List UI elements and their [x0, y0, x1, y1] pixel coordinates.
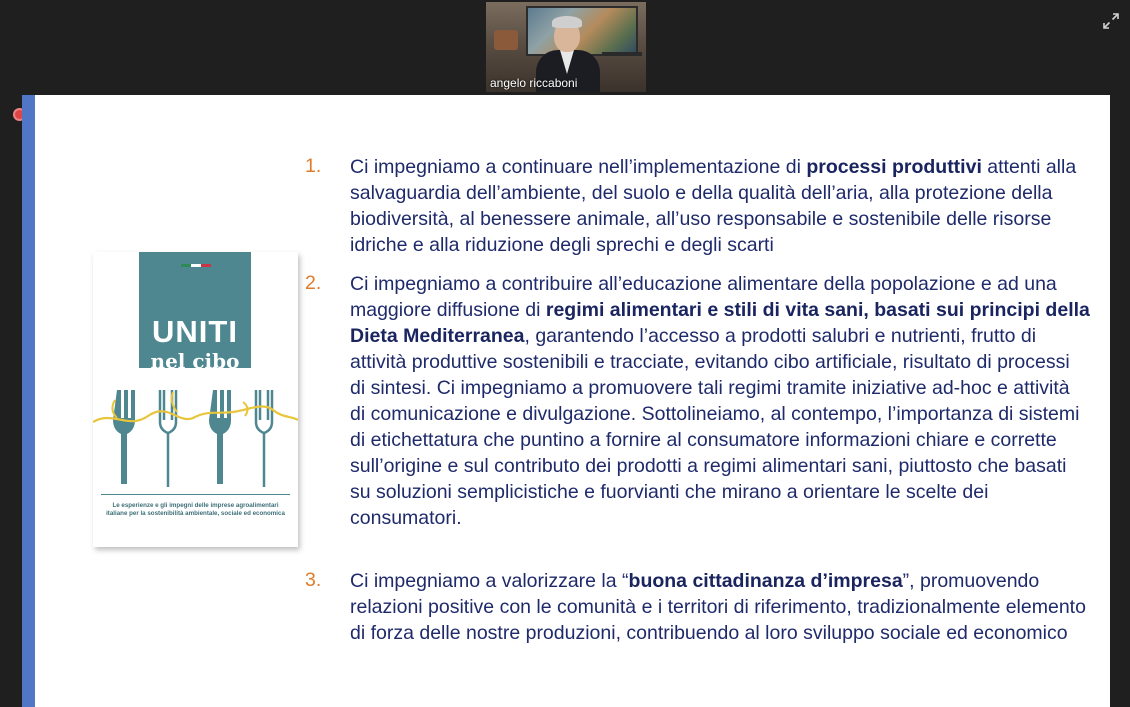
- book-cover-image: [93, 252, 298, 547]
- background-painting: [526, 6, 638, 56]
- item-1-bold-text: processi produttivi: [806, 156, 982, 178]
- book-description: Le esperienze e gli impegni delle imprese agroalimentari italiane per la sostenibilità ambientale, sociale ed economica: [106, 502, 285, 517]
- book-title: UNITI: [152, 314, 238, 349]
- participant-video-tile[interactable]: [486, 2, 646, 92]
- item-number-2: 2.: [305, 272, 322, 294]
- item-3-bold-text: buona cittadinanza d’impresa: [628, 570, 903, 592]
- item-number-3: 3.: [305, 569, 322, 591]
- shared-slide: [22, 95, 1110, 707]
- slide-side-bar: [22, 95, 35, 707]
- forks-illustration-icon: [93, 380, 298, 500]
- background-shelf: [602, 52, 642, 56]
- item-1-text-start: Ci impegniamo a continuare nell’implementazione di: [350, 156, 807, 178]
- commitment-item-1: [350, 154, 1090, 258]
- participant-hair: [552, 16, 582, 28]
- expand-icon[interactable]: [1102, 12, 1120, 30]
- background-shelf-items: [494, 30, 518, 50]
- book-cover-header: [139, 252, 251, 368]
- commitment-item-2: [350, 271, 1090, 531]
- item-3-text-start: Ci impegniamo a valorizzare la “: [350, 570, 629, 592]
- item-number-1: 1.: [305, 155, 322, 177]
- item-3-text-end: ”, promuovendo relazioni positive con le comunità e i territori di riferimento, tradizionalmente elemento di forza delle nostre produzioni, contribuendo al loro sviluppo sociale ed economico: [350, 570, 1086, 644]
- italian-flag-icon: [181, 264, 211, 267]
- participant-name: angelo riccaboni: [490, 76, 578, 90]
- item-2-bold-text: regimi alimentari e stili di vita sani, basati sui principi della Dieta Mediterranea: [350, 299, 1090, 347]
- item-2-text-start: Ci impegniamo a contribuire all’educazione alimentare della popolazione e ad una maggiore diffusione di: [350, 273, 1057, 321]
- book-divider: [101, 494, 290, 495]
- item-2-text-end: , garantendo l’accesso a prodotti salubri e nutrienti, frutto di attività produttive sostenibili e tracciate, evitando cibo artificiale, risultato di processi di sintesi. Ci impegniamo a promuovere tali regimi tramite iniziative ad-hoc e attività di comunicazione e divulgazione. Sottolineiamo, al contempo, l’importanza di sistemi di etichettatura che puntino a fornire al consumatore informazioni chiare e corrette sull’origine e sul contributo dei prodotti a regimi alimentari sani, piuttosto che basati su soluzioni semplicistiche e fuorvianti che mirano a orientare le scelte dei consumatori.: [350, 325, 1080, 529]
- book-subtitle: nel cibo: [150, 349, 240, 368]
- item-1-text-end: attenti alla salvaguardia dell’ambiente, del suolo e della qualità dell’aria, alla protezione della biodiversità, al benessere animale, all’uso responsabile e sostenibile delle risorse idriche e alla riduzione degli sprechi e degli scarti: [350, 156, 1077, 256]
- commitment-item-3: [350, 568, 1090, 646]
